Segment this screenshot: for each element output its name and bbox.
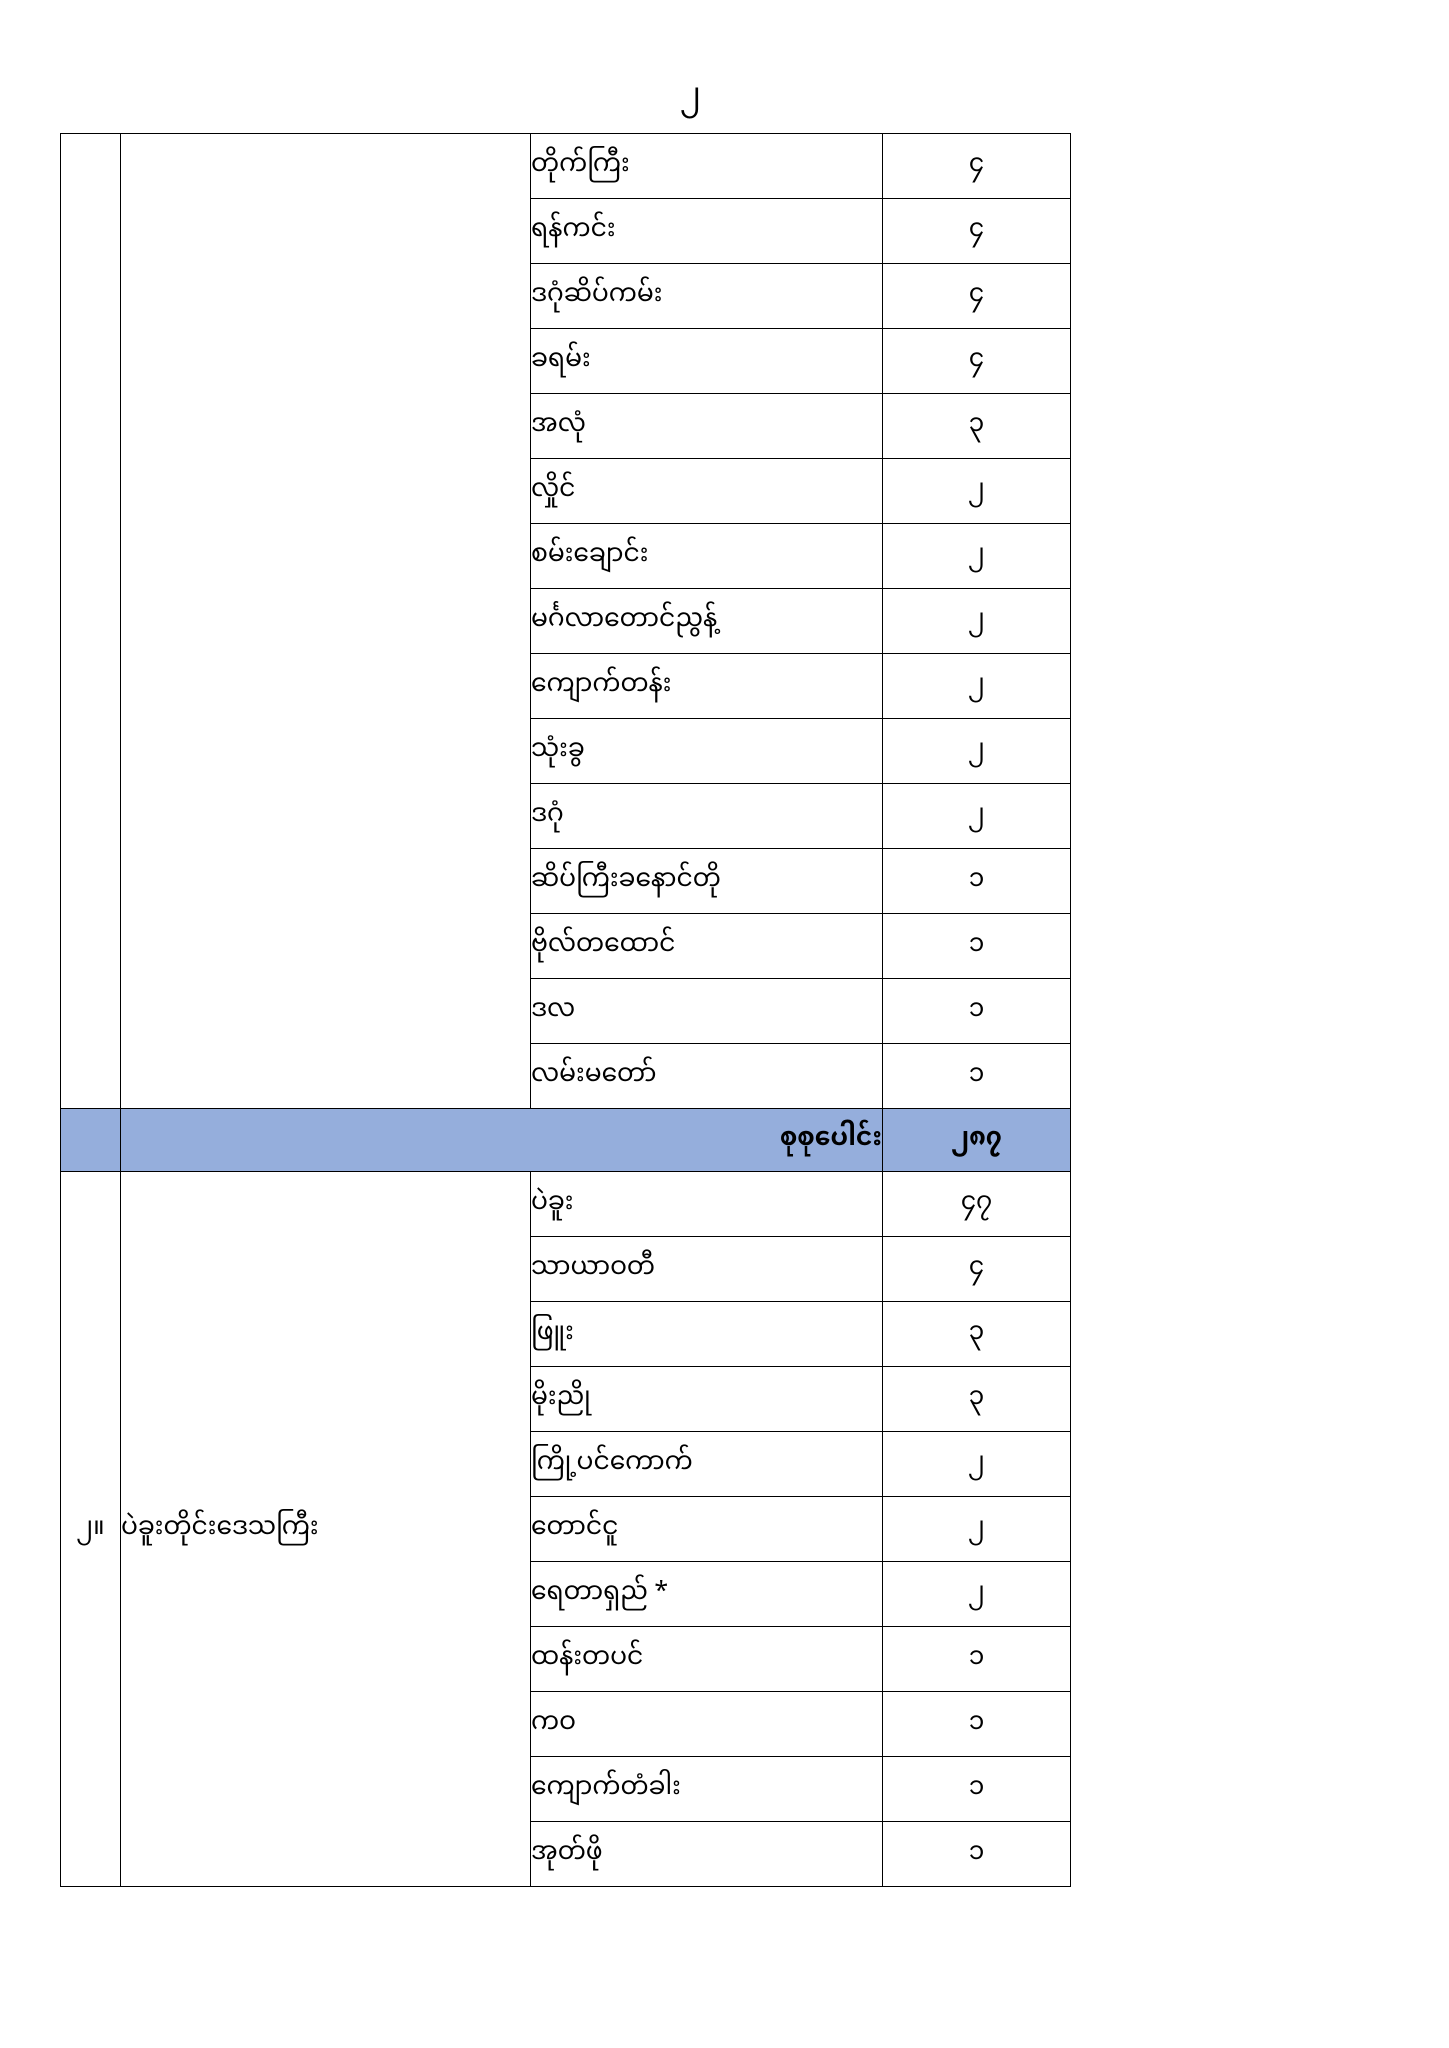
township-count-cell: ၄: [883, 1237, 1071, 1302]
township-count-cell: ၄: [883, 264, 1071, 329]
township-count-cell: ၄၇: [883, 1172, 1071, 1237]
township-count-cell: ၃: [883, 1302, 1071, 1367]
total-count: ၂၈၇: [883, 1109, 1071, 1172]
township-name-cell: ဆိပ်ကြီးခနောင်တို: [531, 849, 883, 914]
township-name-cell: ဗိုလ်တထောင်: [531, 914, 883, 979]
section-number-cell: [61, 134, 121, 1109]
township-name-cell: ဒဂုံဆိပ်ကမ်း: [531, 264, 883, 329]
township-name-cell: အုတ်ဖို: [531, 1822, 883, 1887]
township-name-cell: ကြို့ပင်ကောက်: [531, 1432, 883, 1497]
township-name-cell: ပဲခူး: [531, 1172, 883, 1237]
township-name-cell: တိုက်ကြီး: [531, 134, 883, 199]
township-count-cell: ၂: [883, 784, 1071, 849]
table-row: [61, 1172, 1071, 1237]
township-table: [60, 133, 1071, 1887]
township-count-cell: ၁: [883, 979, 1071, 1044]
township-name-cell: ကျောက်တံခါး: [531, 1757, 883, 1822]
township-count-cell: ၁: [883, 1627, 1071, 1692]
section-number: ၂။: [61, 1172, 121, 1887]
section-region-name: ပဲခူးတိုင်းဒေသကြီး: [121, 1172, 531, 1887]
township-name-cell: ရန်ကင်း: [531, 199, 883, 264]
township-count-cell: ၂: [883, 524, 1071, 589]
township-count-cell: ၄: [883, 134, 1071, 199]
township-name-cell: ဒလ: [531, 979, 883, 1044]
township-count-cell: ၁: [883, 849, 1071, 914]
township-name-cell: တောင်ငူ: [531, 1497, 883, 1562]
page-number-value: ၂: [680, 63, 701, 131]
section-region-cell: [121, 134, 531, 1109]
township-count-cell: ၄: [883, 329, 1071, 394]
township-name-cell: အလုံ: [531, 394, 883, 459]
township-count-cell: ၂: [883, 654, 1071, 719]
township-name-cell: လမ်းမတော်: [531, 1044, 883, 1109]
township-name-cell: ကဝ: [531, 1692, 883, 1757]
township-name-cell: ဖြူး: [531, 1302, 883, 1367]
township-count-cell: ၁: [883, 1757, 1071, 1822]
township-name-cell: ကျောက်တန်း: [531, 654, 883, 719]
township-count-cell: ၄: [883, 199, 1071, 264]
total-row: [61, 1109, 1071, 1172]
page-number: [0, 63, 1449, 131]
township-name-cell: ဒဂုံ: [531, 784, 883, 849]
township-name-cell: လှိုင်: [531, 459, 883, 524]
township-name-cell: ရေတာရှည် *: [531, 1562, 883, 1627]
township-count-cell: ၁: [883, 1822, 1071, 1887]
township-count-cell: ၃: [883, 1367, 1071, 1432]
township-count-cell: ၁: [883, 1044, 1071, 1109]
township-count-cell: ၂: [883, 1562, 1071, 1627]
table-row: [61, 134, 1071, 199]
township-name-cell: မိုးညို: [531, 1367, 883, 1432]
township-count-cell: ၂: [883, 589, 1071, 654]
township-count-cell: ၂: [883, 459, 1071, 524]
township-name-cell: ခရမ်း: [531, 329, 883, 394]
township-name-cell: စမ်းချောင်း: [531, 524, 883, 589]
township-count-cell: ၁: [883, 914, 1071, 979]
township-count-cell: ၂: [883, 1432, 1071, 1497]
township-count-cell: ၂: [883, 1497, 1071, 1562]
township-count-cell: ၂: [883, 719, 1071, 784]
township-name-cell: သုံးခွ: [531, 719, 883, 784]
township-name-cell: ထန်းတပင်: [531, 1627, 883, 1692]
township-name-cell: သာယာဝတီ: [531, 1237, 883, 1302]
total-row-number-cell: [61, 1109, 121, 1172]
total-label: စုစုပေါင်း: [121, 1109, 883, 1172]
township-count-cell: ၃: [883, 394, 1071, 459]
township-name-cell: မင်္ဂလာတောင်ညွန့်: [531, 589, 883, 654]
township-count-cell: ၁: [883, 1692, 1071, 1757]
table-body: [61, 134, 1071, 1887]
